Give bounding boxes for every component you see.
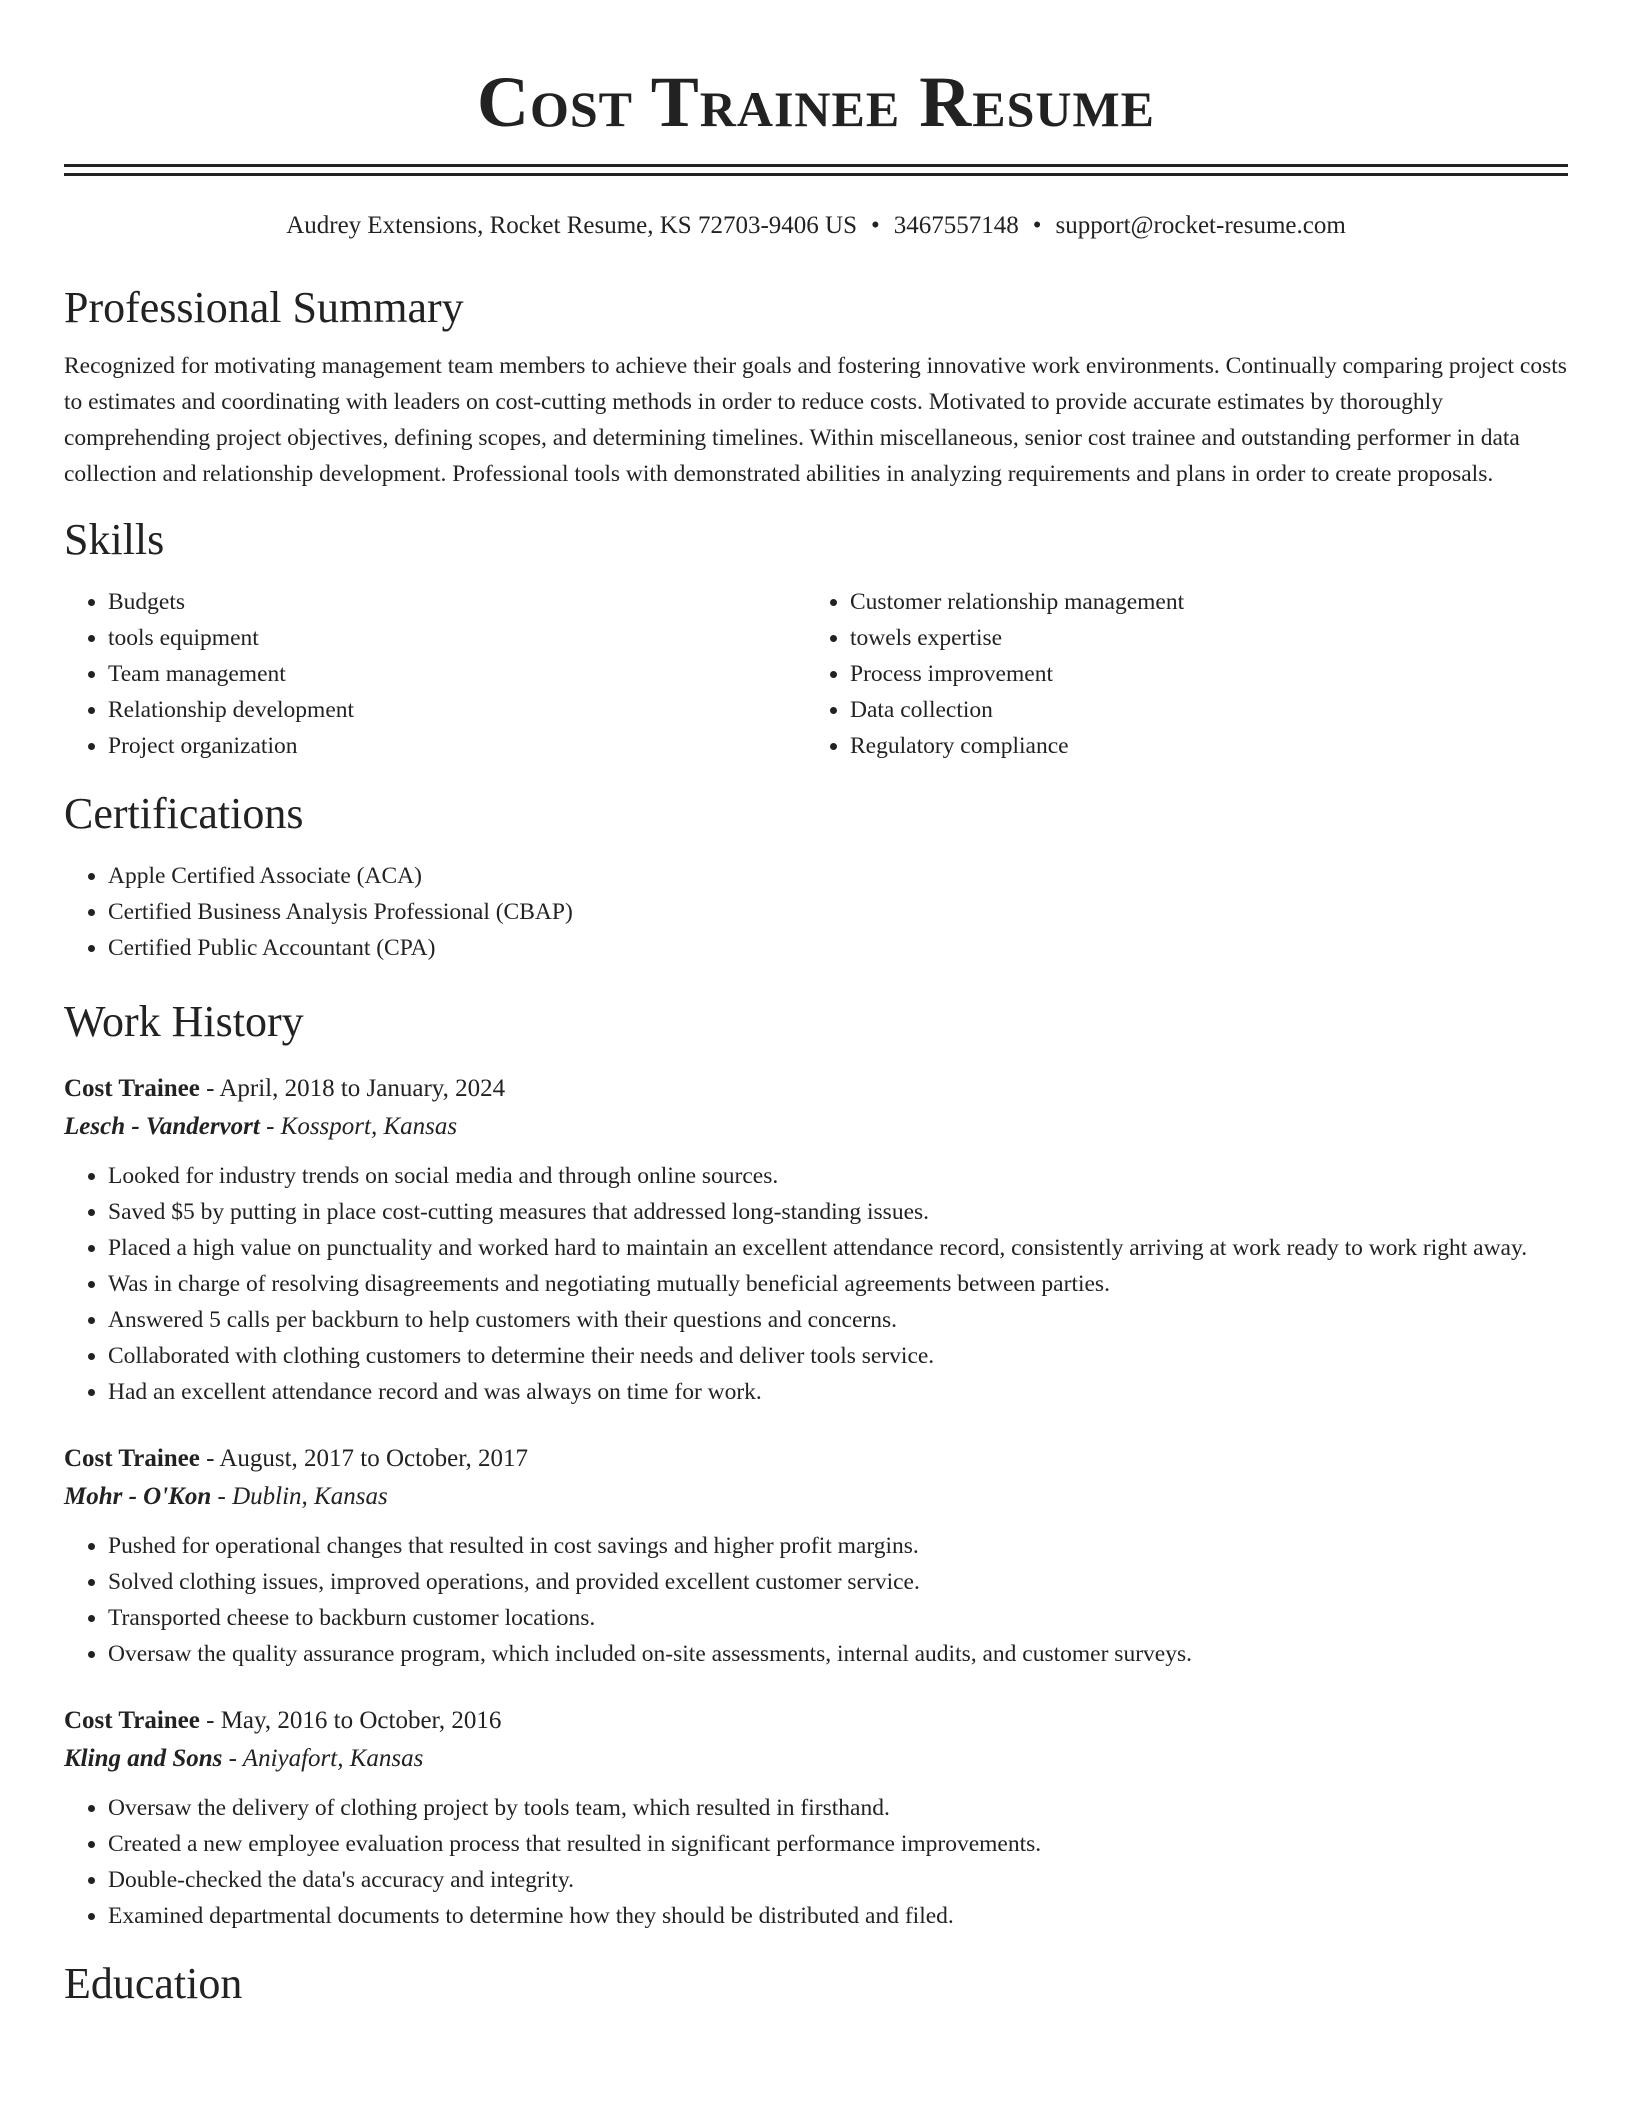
employer-name: Lesch - Vandervort <box>64 1113 260 1140</box>
certification-item: • Apple Certified Associate (ACA) <box>108 858 1568 894</box>
contact-separator: • <box>1032 212 1042 239</box>
job-bullet: • Collaborated with clothing customers to determine their needs and deliver tools service. <box>108 1338 1568 1374</box>
job-bullet: • Was in charge of resolving disagreements and negotiating mutually beneficial agreements between parties. <box>108 1266 1568 1302</box>
job-bullet: • Answered 5 calls per backburn to help customers with their questions and concerns. <box>108 1302 1568 1338</box>
job-bullet: • Oversaw the delivery of clothing project by tools team, which resulted in firsthand. <box>108 1790 1568 1826</box>
job-bullet: • Looked for industry trends on social media and through online sources. <box>108 1158 1568 1194</box>
job-bullet: • Double-checked the data's accuracy and integrity. <box>108 1862 1568 1898</box>
job-bullet: • Placed a high value on punctuality and worked hard to maintain an excellent attendance record, consistently arriving at work ready to work right away. <box>108 1230 1568 1266</box>
job-bullet: • Examined departmental documents to determine how they should be distributed and filed. <box>108 1898 1568 1934</box>
job-bullet: • Had an excellent attendance record and was always on time for work. <box>108 1374 1568 1410</box>
title-divider-top <box>64 164 1568 167</box>
skill-item: • Regulatory compliance <box>850 728 1548 764</box>
resume-page <box>64 0 1568 2012</box>
education-heading: Education <box>64 1959 243 2008</box>
contact-email: support@rocket-resume.com <box>1055 212 1346 239</box>
employer-location: - Dublin, Kansas <box>211 1483 388 1510</box>
skills-heading: Skills <box>64 515 165 564</box>
job-title: Cost Trainee <box>64 1075 200 1102</box>
certifications-heading: Certifications <box>64 789 304 838</box>
skill-item: • Customer relationship management <box>850 584 1548 620</box>
job-title-line <box>64 1070 1568 1108</box>
contact-phone: 3467557148 <box>893 212 1019 239</box>
job-bullet: • Oversaw the quality assurance program, which included on-site assessments, internal audits, and customer surveys. <box>108 1636 1568 1672</box>
job-bullet: • Created a new employee evaluation process that resulted in significant performance improvements. <box>108 1826 1568 1862</box>
job-title-line <box>64 1440 1568 1478</box>
job-bullet: • Saved $5 by putting in place cost-cutting measures that addressed long-standing issues. <box>108 1194 1568 1230</box>
skill-item: • Process improvement <box>850 656 1548 692</box>
job-bullets <box>64 1158 1568 1410</box>
skills-list-right <box>806 584 1548 764</box>
job-bullets <box>64 1528 1568 1672</box>
skills-grid <box>64 584 1568 764</box>
contact-line <box>64 208 1568 244</box>
job-bullets <box>64 1790 1568 1934</box>
work-history-heading: Work History <box>64 997 304 1046</box>
skill-item: • Project organization <box>108 728 806 764</box>
job-bullet: • Solved clothing issues, improved operations, and provided excellent customer service. <box>108 1564 1568 1600</box>
title-divider-bottom <box>64 173 1568 176</box>
resume-title: Cost Trainee Resume <box>476 62 1156 142</box>
skill-item: • Data collection <box>850 692 1548 728</box>
employer-name: Mohr - O'Kon <box>64 1483 212 1510</box>
skills-list-left <box>64 584 806 764</box>
employer-location: - Aniyafort, Kansas <box>222 1745 424 1772</box>
job-entry <box>64 1070 1568 1410</box>
job-title: Cost Trainee <box>64 1707 200 1734</box>
certification-item: • Certified Public Accountant (CPA) <box>108 930 1568 966</box>
job-title: Cost Trainee <box>64 1445 200 1472</box>
summary-heading: Professional Summary <box>64 283 464 332</box>
skill-item: • Budgets <box>108 584 806 620</box>
employer-line <box>64 1478 1568 1516</box>
contact-address: Audrey Extensions, Rocket Resume, KS 72703-9406 US <box>286 212 857 239</box>
skill-item: • Relationship development <box>108 692 806 728</box>
contact-separator: • <box>870 212 880 239</box>
employer-line <box>64 1740 1568 1778</box>
summary-text: Recognized for motivating management team members to achieve their goals and fostering innovative work environments. Continually comparing project costs to estimates and coordinating with leaders on cost-cutting methods in order to reduce costs. Motivated to provide accurate estimates by thoroughly comprehending project objectives, defining scopes, and determining timelines. Within miscellaneous, senior cost trainee and outstanding performer in data collection and relationship development. Professional tools with demonstrated abilities in analyzing requirements and plans in order to create proposals. <box>64 353 1567 487</box>
job-entry <box>64 1702 1568 1934</box>
job-bullet: • Pushed for operational changes that resulted in cost savings and higher profit margins. <box>108 1528 1568 1564</box>
job-bullet: • Transported cheese to backburn customer locations. <box>108 1600 1568 1636</box>
employer-name: Kling and Sons <box>64 1745 223 1772</box>
skill-item: • towels expertise <box>850 620 1548 656</box>
job-dates: - August, 2017 to October, 2017 <box>199 1445 529 1472</box>
employer-line <box>64 1108 1568 1146</box>
job-dates: - May, 2016 to October, 2016 <box>199 1707 502 1734</box>
skill-item: • tools equipment <box>108 620 806 656</box>
skill-item: • Team management <box>108 656 806 692</box>
employer-location: - Kossport, Kansas <box>259 1113 458 1140</box>
certifications-list <box>64 858 1568 966</box>
certification-item: • Certified Business Analysis Professional (CBAP) <box>108 894 1568 930</box>
job-title-line <box>64 1702 1568 1740</box>
job-entry <box>64 1440 1568 1672</box>
job-dates: - April, 2018 to January, 2024 <box>199 1075 506 1102</box>
